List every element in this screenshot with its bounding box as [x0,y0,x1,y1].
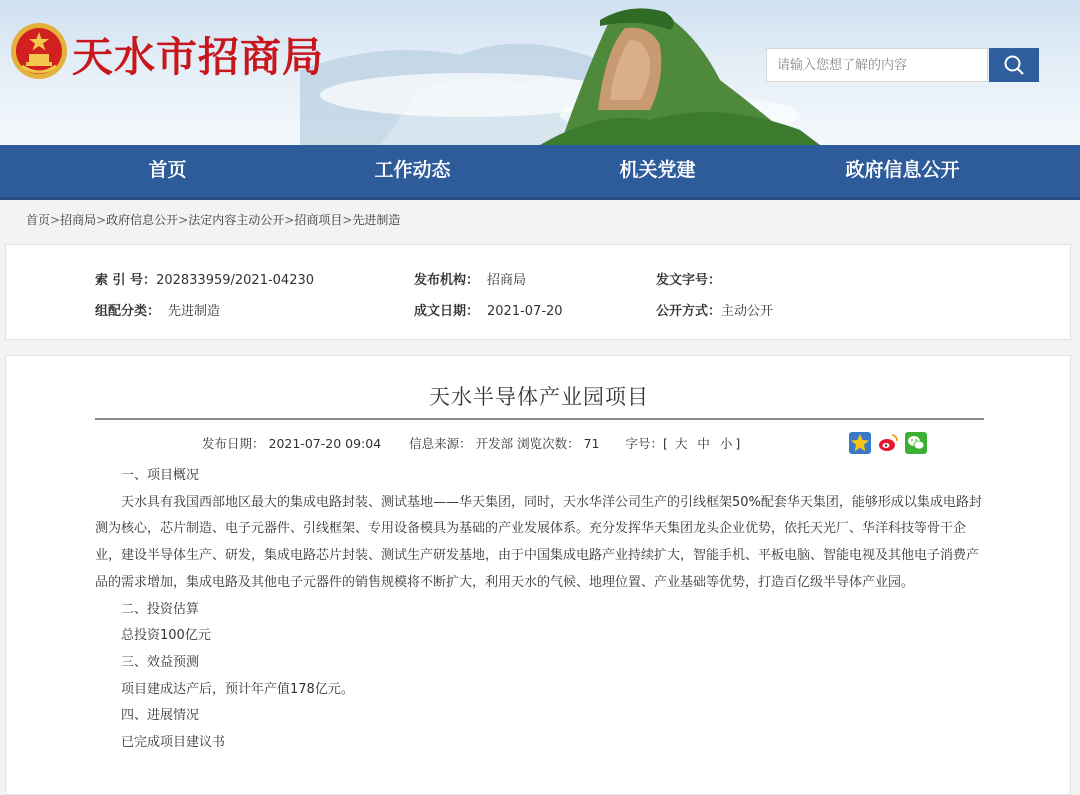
national-emblem-icon [10,22,68,80]
breadcrumb-separator: > [342,213,353,227]
paragraph-progress: 已完成项目建议书 [121,735,226,751]
document-number [656,269,729,288]
article-title: 天水半导体产业园项目 [429,385,649,409]
publisher-label: 发布机构： [414,273,480,288]
publish-date-label: 发布日期： [202,436,265,451]
wechat-icon[interactable] [905,432,927,454]
category [95,300,220,319]
source-value: 开发部 [475,436,514,451]
search-box [766,48,988,82]
breadcrumb-advanced-manufacturing[interactable]: 先进制造 [352,213,401,227]
search-icon [1003,54,1025,76]
written-date [414,300,563,319]
breadcrumb-projects[interactable]: 招商项目 [294,213,343,227]
title-divider [95,418,984,420]
source-label: 信息来源： [409,436,472,451]
section-heading-overview: 一、项目概况 [121,468,200,483]
site-title: 天水市招商局 [72,33,324,81]
paragraph-overview: 天水具有我国西部地区最大的集成电路封装、测试基地——华天集团，同时，天水华洋公司生产的引线框架50%配套华天集团，能够形成以集成电路封测为核心，芯片制造、电子元器件、引线框架、专用设备模具为基础的产业发展体系。充分发挥华天集团龙头企业优势，依托天光厂、华洋科技等骨干企业，建设半导体生产、研发，集成电路芯片封装、测试生产研发基地，由于中国集成电路产业持续扩大，智能手机、平板电脑、智能电视及其他电子消费产品的需求增加，集成电路及其他电子元器件的销售规模将不断扩大，利用天水的气候、地理位置、产业基础等优势，打造百亿级半导体产业园。 [95,494,982,590]
article-meta [202,434,740,452]
nav-home[interactable]: 首页 [148,159,187,181]
mode-value: 主动公开 [721,304,774,319]
weibo-icon[interactable] [877,432,899,454]
breadcrumb [26,211,400,228]
breadcrumb-separator: > [96,213,107,227]
breadcrumb-separator: > [284,213,295,227]
article [5,355,1071,795]
font-size-label: 字号：[ [625,436,668,451]
search-button[interactable] [989,48,1039,82]
font-size-medium[interactable]: 中 [697,436,710,451]
section-heading-benefit: 三、效益预测 [121,654,200,670]
qzone-star-icon[interactable] [849,432,871,454]
publisher-value: 招商局 [487,273,527,288]
mode-label: 公开方式： [656,304,722,319]
index-value: 202833959/2021-04230 [156,273,315,288]
nav-work-news[interactable]: 工作动态 [374,159,451,181]
category-label: 组配分类： [95,304,161,319]
font-size-small[interactable]: 小 [719,436,733,451]
breadcrumb-statutory[interactable]: 法定内容主动公开 [188,213,285,227]
date-value: 2021-07-20 [487,304,563,319]
docno-label: 发文字号： [656,273,722,288]
index-label: 索 引 号： [95,273,157,288]
paragraph-investment: 总投资100亿元 [121,628,211,644]
publisher [414,269,526,288]
document-info-box [5,244,1071,340]
index-number [95,269,314,288]
disclosure-mode [656,300,773,319]
nav-gov-info[interactable]: 政府信息公开 [845,159,960,181]
breadcrumb-bureau[interactable]: 招商局 [60,213,97,227]
nav-party-building[interactable]: 机关党建 [619,159,696,181]
breadcrumb-separator: > [50,213,61,227]
section-heading-progress: 四、进展情况 [121,708,200,724]
date-label: 成文日期： [414,304,480,319]
paragraph-benefit: 项目建成达产后，预计年产值178亿元。 [121,681,354,697]
views-count: 71 [583,436,600,451]
breadcrumb-separator: > [178,213,189,227]
views-label: 浏览次数： [517,436,580,451]
font-size-large[interactable]: 大 [674,436,688,451]
breadcrumb-gov-info[interactable]: 政府信息公开 [106,213,179,227]
main-nav [0,145,1080,200]
search-input[interactable] [767,49,987,81]
article-body [95,463,985,757]
category-value: 先进制造 [168,304,221,319]
breadcrumb-home[interactable]: 首页 [26,213,51,227]
section-heading-investment: 二、投资估算 [121,601,200,617]
font-size-bracket: ] [735,436,741,451]
publish-date: 2021-07-20 09:04 [268,436,382,451]
